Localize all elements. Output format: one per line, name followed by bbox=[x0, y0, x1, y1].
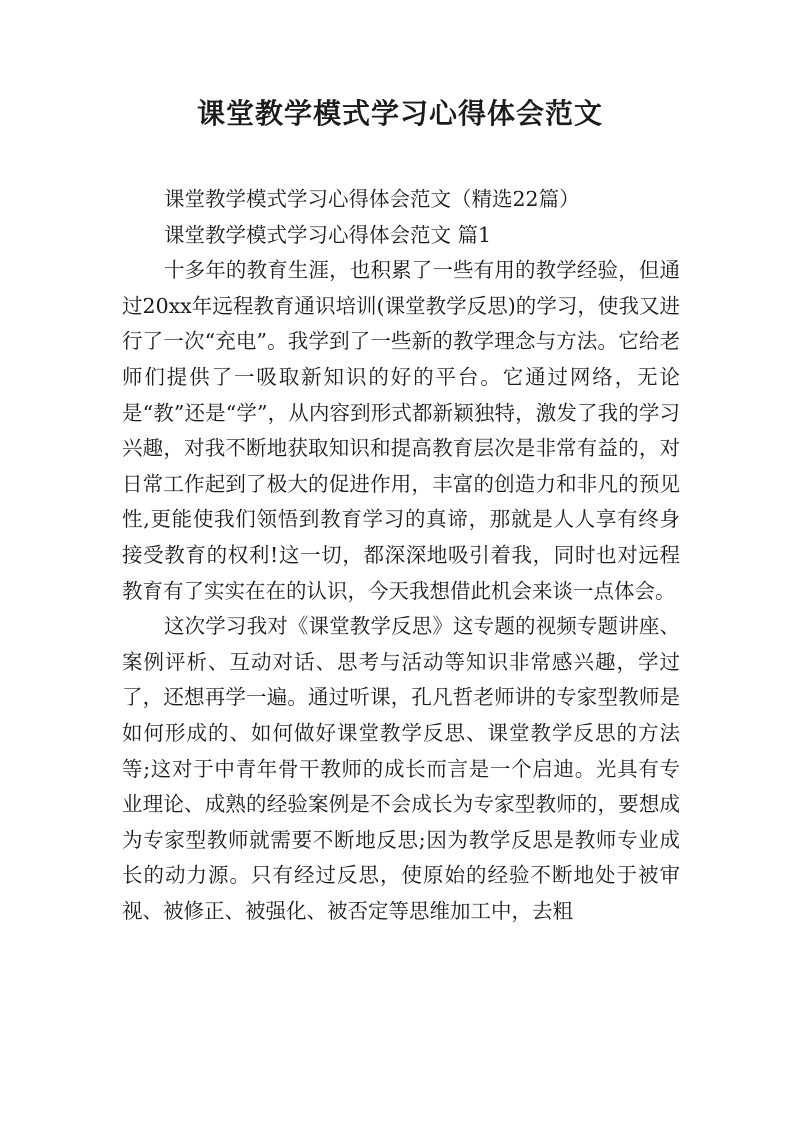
paragraph: 这次学习我对《课堂教学反思》这专题的视频专题讲座、案例评析、互动对话、思考与活动等知识非常感兴趣，学过了，还想再学一遍。通过听课，孔凡哲老师讲的专家型教师是如何形成的、如何做好课堂教学反思、课堂教学反思的方法等;这对于中青年骨干教师的成长而言是一个启迪。光具有专业理论、成熟的经验案例是不会成长为专家型教师的，要想成为专家型教师就需要不断地反思;因为教学反思是教师专业成长的动力源。只有经过反思，使原始的经验不断地处于被审视、被修正、被强化、被否定等思维加工中，去粗 bbox=[122, 614, 680, 923]
paragraph: 十多年的教育生涯，也积累了一些有用的教学经验，但通过20xx年远程教育通识培训(课堂教学反思)的学习，使我又进行了一次“充电”。我学到了一些新的教学理念与方法。它给老师们提供了一吸取新知识的好的平台。它通过网络，无论是“教”还是“学”，从内容到形式都新颖独特，激发了我的学习兴趣，对我不断地获取知识和提高教育层次是非常有益的，对日常工作起到了极大的促进作用，丰富的创造力和非凡的预见性,更能使我们领悟到教育学习的真谛，那就是人人享有终身接受教育的权利!这一切，都深深地吸引着我，同时也对远程教育有了实实在在的认识，今天我想借此机会来谈一点体会。 bbox=[122, 258, 680, 603]
part-subtitle: 课堂教学模式学习心得体会范文 篇1 bbox=[164, 222, 492, 247]
collection-subtitle: 课堂教学模式学习心得体会范文（精选22篇） bbox=[164, 187, 580, 211]
document-title: 课堂教学模式学习心得体会范文 bbox=[196, 97, 603, 130]
document-body bbox=[122, 182, 680, 929]
